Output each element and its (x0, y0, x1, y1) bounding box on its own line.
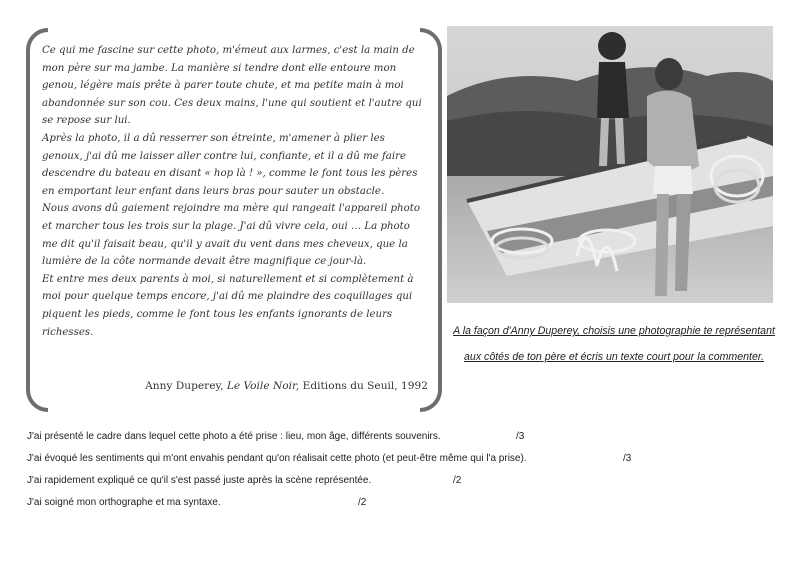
criterion-row (27, 475, 787, 497)
quote-frame (26, 28, 442, 406)
source-author: Anny Duperey, (145, 380, 224, 392)
beach-boat-photo-illustration (447, 26, 773, 303)
father-daughter-photo (447, 26, 773, 303)
source-title: Le Voile Noir, (226, 380, 300, 392)
source-publisher: Editions du Seuil, 1992 (302, 380, 428, 392)
criterion-row (27, 497, 787, 519)
criterion-score: /2 (358, 497, 367, 508)
criterion-row (27, 431, 787, 453)
quote-paragraph: Après la photo, il a dû resserrer son étreinte, m'amener à plier les genoux, j'ai dû me laisser aller contre lui, confiante, et il a dû me faire descendre du bateau en disant « hop là ! », comme le font tous les pères en emportant leur enfant dans leurs bras pour sauter un obstacle. (42, 132, 418, 197)
criterion-score: /3 (516, 431, 525, 442)
quote-paragraph: Nous avons dû gaiement rejoindre ma mère qui rangeait l'appareil photo et marcher tous les trois sur la plage. J'ai dû vivre cela, oui … La photo me dit qu'il faisait beau, qu'il y avait du vent dans mes cheveux, que la lumière de la côte normande devait être magnifique ce jour-là. (42, 203, 420, 268)
criterion-label: J'ai soigné mon orthographe et ma syntaxe. (27, 497, 221, 508)
quote-text (42, 42, 424, 341)
grading-criteria (27, 431, 787, 519)
assignment-caption: A la façon d'Anny Duperey, choisis une photographie te représentant aux côtés de ton père et écris un texte court pour la commenter. (453, 325, 775, 363)
criterion-score: /3 (623, 453, 632, 464)
criterion-label: J'ai évoqué les sentiments qui m'ont envahis pendant qu'on réalisait cette photo (et peut-être même qui l'a prise). (27, 453, 527, 464)
quote-paragraph: Ce qui me fascine sur cette photo, m'émeut aux larmes, c'est la main de mon père sur ma jambe. La manière si tendre dont elle entoure mon genou, légère mais prête à parer toute chute, et ma petite main à moi abandonnée sur son cou. Ces deux mains, l'une qui soutient et l'autre qui se repose sur lui. (42, 45, 422, 127)
criterion-score: /2 (453, 475, 462, 486)
criterion-label: J'ai rapidement expliqué ce qu'il s'est passé juste après la scène représentée. (27, 475, 372, 486)
quote-source (42, 380, 428, 392)
criterion-row (27, 453, 787, 475)
criterion-label: J'ai présenté le cadre dans lequel cette photo a été prise : lieu, mon âge, différents souvenirs. (27, 431, 441, 442)
quote-paragraph: Et entre mes deux parents à moi, si naturellement et si complètement à moi pour quelque temps encore, j'ai dû me plaindre des coquillages qui piquent les pieds, comme le font tous les enfants ignorants de leurs richesses. (42, 273, 414, 338)
